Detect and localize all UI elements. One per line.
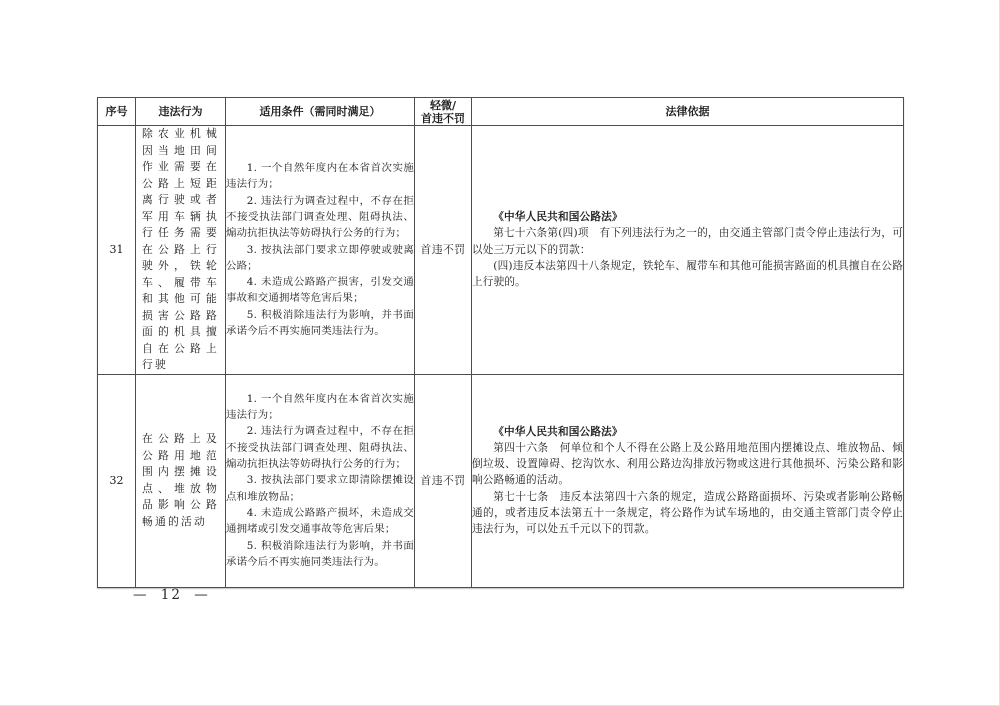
law-title: 《中华人民共和国公路法》 [493,211,623,224]
conditions-cell [226,374,415,587]
legal-paragraph: 第七十六条第(四)项 有下列违法行为之一的，由交通主管部门责令停止违法行为，可以处三万元以下的罚款： [472,227,903,256]
condition-item: 1. 一个自然年度内在本省首次实施违法行为； [226,392,414,422]
violation-behavior-cell [136,374,226,587]
condition-item: 4. 未造成公路路产损坏，未造成交通拥堵或引发交通事故等危害后果； [226,506,414,536]
condition-item: 5. 积极消除违法行为影响，并书面承诺今后不再实施同类违法行为。 [226,308,414,338]
violation-behavior-cell [136,126,226,375]
col-header-penalty-line1: 轻微/ [429,98,457,112]
penalty-status-cell: 首违不罚 [415,374,472,587]
condition-item: 4. 未造成公路路产损害，引发交通事故和交通拥堵等危害后果； [226,276,414,305]
legal-paragraph: (四)违反本法第四十八条规定，铁轮车、履带车和其他可能损害路面的机具擅自在公路上行驶的。 [472,259,903,289]
condition-item: 1. 一个自然年度内在本省首次实施违法行为； [226,162,414,191]
condition-item: 5. 积极消除违法行为影响，并书面承诺今后不再实施同类违法行为。 [226,539,414,568]
row-number-cell: 31 [98,126,136,375]
col-header-behavior: 违法行为 [136,98,226,126]
violation-table [97,97,904,588]
condition-item: 2. 违法行为调查过程中，不存在拒不接受执法部门调查处理、阻碍执法、煽动抗拒执法等妨碍执行公务的行为； [226,425,414,471]
legal-basis-cell [472,374,904,587]
violation-behavior-text: 除农业机械因当地田间作业需要在公路上短距离行驶或者军用车辆执行任务需要在公路上行驶外，铁轮车、履带车和其他可能损害公路路面的机具擅自在公路上行驶 [142,127,219,371]
legal-paragraph: 第七十七条 违反本法第四十六条的规定，造成公路路面损坏、污染或者影响公路畅通的，或者违反本法第五十一条规定，将公路作为试车场地的，由交通主管部门责令停止违法行为，可以处五千元以下的罚款。 [472,490,903,535]
legal-basis-cell [472,126,904,375]
col-header-penalty [415,98,472,126]
condition-item: 3. 按执法部门要求立即清除摆摊设点和堆放物品； [226,474,414,503]
col-header-no: 序号 [98,98,136,126]
col-header-legal: 法律依据 [472,98,904,126]
penalty-status-cell: 首违不罚 [415,126,472,375]
condition-item: 3. 按执法部门要求立即停驶或驶离公路； [226,243,414,272]
table-row-31 [98,126,904,375]
row-number-cell: 32 [98,374,136,587]
page-number: — 12 — [133,587,210,603]
condition-item: 2. 违法行为调查过程中，不存在拒不接受执法部门调查处理、阻碍执法、煽动抗拒执法等妨碍执行公务的行为； [226,194,414,240]
violation-behavior-text: 在公路上及公路用地范围内摆摊设点、堆放物品影响公路畅通的活动 [142,432,219,528]
table-header-row [98,98,904,126]
law-title: 《中华人民共和国公路法》 [493,425,623,438]
col-header-penalty-line2: 首违不罚 [421,111,465,125]
legal-paragraph: 第四十六条 何单位和个人不得在公路上及公路用地范围内摆摊设点、堆放物品、倾倒垃圾、设置障碍、挖沟饮水、利用公路边沟排放污物或这进行其他损坏、污染公路和影响公路畅通的活动。 [472,441,903,487]
col-header-conditions: 适用条件（需同时满足） [226,98,415,126]
table-row-32 [98,374,904,587]
conditions-cell [226,126,415,375]
